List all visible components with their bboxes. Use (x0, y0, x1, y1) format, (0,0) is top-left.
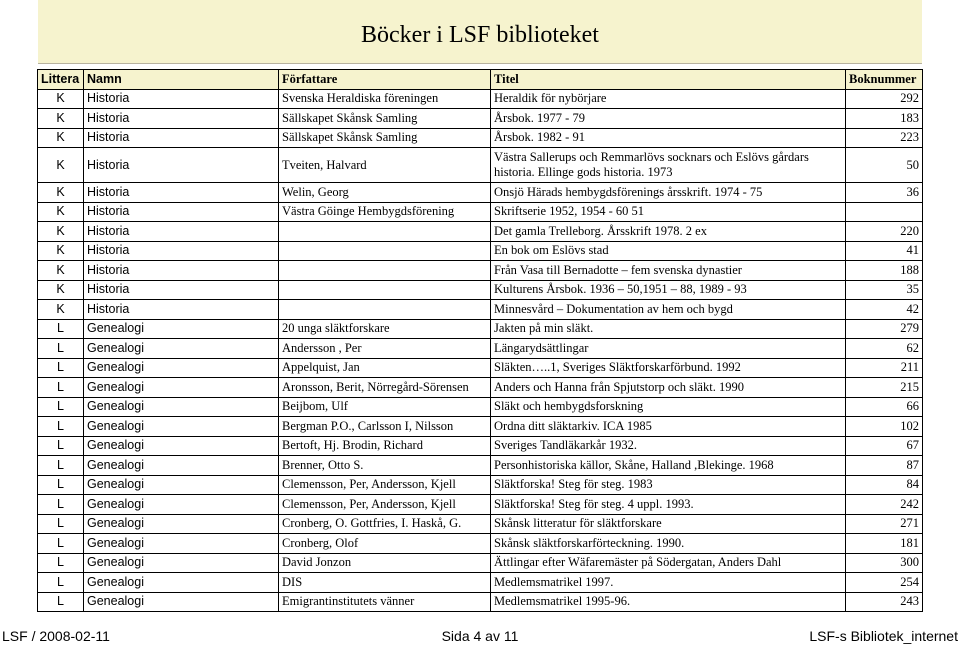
table-row (38, 148, 923, 183)
table-row (38, 241, 923, 261)
table-row (38, 397, 923, 417)
cell-boknummer: 66 (846, 397, 923, 417)
cell-titel: Heraldik för nybörjare (491, 89, 846, 109)
table-row (38, 261, 923, 281)
table-row (38, 202, 923, 222)
cell-titel: Kulturens Årsbok. 1936 – 50,1951 – 88, 1989 - 93 (491, 280, 846, 300)
cell-boknummer (846, 202, 923, 222)
cell-littera: L (38, 573, 84, 593)
footer-center: Sida 4 av 11 (441, 628, 519, 644)
cell-forfattare: Cronberg, O. Gottfries, I. Haskå, G. (279, 514, 491, 534)
table-row (38, 109, 923, 129)
cell-littera: L (38, 339, 84, 359)
table-row (38, 495, 923, 515)
cell-littera: K (38, 261, 84, 281)
cell-namn: Genealogi (84, 553, 279, 573)
cell-namn: Historia (84, 183, 279, 203)
table-row (38, 475, 923, 495)
cell-namn: Historia (84, 300, 279, 320)
cell-forfattare: Emigrantinstitutets vänner (279, 592, 491, 612)
cell-titel: Minnesvård – Dokumentation av hem och bygd (491, 300, 846, 320)
books-table (37, 69, 923, 612)
cell-namn: Genealogi (84, 339, 279, 359)
cell-namn: Historia (84, 280, 279, 300)
cell-namn: Historia (84, 148, 279, 183)
cell-forfattare: Svenska Heraldiska föreningen (279, 89, 491, 109)
cell-namn: Genealogi (84, 573, 279, 593)
cell-namn: Genealogi (84, 378, 279, 398)
cell-littera: L (38, 475, 84, 495)
cell-boknummer: 211 (846, 358, 923, 378)
cell-titel: Släktforska! Steg för steg. 1983 (491, 475, 846, 495)
page-title: Böcker i LSF biblioteket (361, 22, 599, 48)
cell-titel: Ättlingar efter Wäfaremäster på Södergatan, Anders Dahl (491, 553, 846, 573)
table-row (38, 417, 923, 437)
cell-littera: K (38, 89, 84, 109)
cell-boknummer: 223 (846, 128, 923, 148)
cell-namn: Genealogi (84, 475, 279, 495)
header-titel: Titel (491, 70, 846, 90)
cell-namn: Genealogi (84, 417, 279, 437)
cell-titel: Årsbok. 1982 - 91 (491, 128, 846, 148)
cell-forfattare: Brenner, Otto S. (279, 456, 491, 476)
table-row (38, 436, 923, 456)
cell-littera: L (38, 514, 84, 534)
table-row (38, 128, 923, 148)
cell-titel: Ordna ditt släktarkiv. ICA 1985 (491, 417, 846, 437)
cell-boknummer: 181 (846, 534, 923, 554)
cell-littera: K (38, 128, 84, 148)
table-row (38, 514, 923, 534)
cell-forfattare: Clemensson, Per, Andersson, Kjell (279, 475, 491, 495)
cell-littera: L (38, 553, 84, 573)
cell-forfattare: Clemensson, Per, Andersson, Kjell (279, 495, 491, 515)
cell-namn: Genealogi (84, 495, 279, 515)
title-banner (38, 0, 922, 64)
table-header-row (38, 70, 923, 90)
cell-littera: L (38, 534, 84, 554)
cell-littera: K (38, 241, 84, 261)
cell-boknummer: 84 (846, 475, 923, 495)
cell-namn: Genealogi (84, 456, 279, 476)
cell-titel: Det gamla Trelleborg. Årsskrift 1978. 2 ex (491, 222, 846, 242)
cell-titel: Personhistoriska källor, Skåne, Halland ,Blekinge. 1968 (491, 456, 846, 476)
cell-titel: Onsjö Härads hembygdsförenings årsskrift. 1974 - 75 (491, 183, 846, 203)
cell-boknummer: 271 (846, 514, 923, 534)
cell-boknummer: 292 (846, 89, 923, 109)
cell-forfattare (279, 261, 491, 281)
cell-forfattare: Bertoft, Hj. Brodin, Richard (279, 436, 491, 456)
cell-namn: Genealogi (84, 436, 279, 456)
cell-forfattare: Tveiten, Halvard (279, 148, 491, 183)
table-row (38, 300, 923, 320)
header-namn: Namn (84, 70, 279, 90)
cell-namn: Historia (84, 241, 279, 261)
cell-namn: Historia (84, 89, 279, 109)
cell-forfattare: Sällskapet Skånsk Samling (279, 109, 491, 129)
cell-forfattare (279, 241, 491, 261)
cell-boknummer: 62 (846, 339, 923, 359)
cell-boknummer: 279 (846, 319, 923, 339)
header-littera: Littera (38, 70, 84, 90)
table-row (38, 319, 923, 339)
cell-forfattare: Cronberg, Olof (279, 534, 491, 554)
cell-boknummer: 300 (846, 553, 923, 573)
footer-left: LSF / 2008-02-11 (2, 628, 110, 644)
cell-boknummer: 254 (846, 573, 923, 593)
cell-boknummer: 36 (846, 183, 923, 203)
table-row (38, 222, 923, 242)
cell-boknummer: 67 (846, 436, 923, 456)
cell-namn: Genealogi (84, 592, 279, 612)
cell-forfattare: Aronsson, Berit, Nörregård-Sörensen (279, 378, 491, 398)
table-row (38, 534, 923, 554)
cell-forfattare: 20 unga släktforskare (279, 319, 491, 339)
table-row (38, 280, 923, 300)
cell-namn: Genealogi (84, 514, 279, 534)
table-row (38, 553, 923, 573)
cell-boknummer: 242 (846, 495, 923, 515)
header-forfattare: Författare (279, 70, 491, 90)
cell-namn: Genealogi (84, 358, 279, 378)
cell-littera: L (38, 378, 84, 398)
cell-forfattare: David Jonzon (279, 553, 491, 573)
cell-littera: K (38, 300, 84, 320)
cell-littera: K (38, 109, 84, 129)
table-row (38, 89, 923, 109)
table-row (38, 378, 923, 398)
cell-titel: Medlemsmatrikel 1997. (491, 573, 846, 593)
cell-titel: Från Vasa till Bernadotte – fem svenska dynastier (491, 261, 846, 281)
cell-titel: Årsbok. 1977 - 79 (491, 109, 846, 129)
cell-titel: Längarydsättlingar (491, 339, 846, 359)
cell-boknummer: 220 (846, 222, 923, 242)
cell-littera: L (38, 397, 84, 417)
cell-boknummer: 41 (846, 241, 923, 261)
cell-forfattare: Welin, Georg (279, 183, 491, 203)
cell-titel: Släktforska! Steg för steg. 4 uppl. 1993. (491, 495, 846, 515)
cell-forfattare: Västra Göinge Hembygdsförening (279, 202, 491, 222)
cell-forfattare: Appelquist, Jan (279, 358, 491, 378)
cell-namn: Historia (84, 109, 279, 129)
cell-titel: Sveriges Tandläkarkår 1932. (491, 436, 846, 456)
table-row (38, 339, 923, 359)
cell-titel: Släkt och hembygdsforskning (491, 397, 846, 417)
cell-namn: Historia (84, 222, 279, 242)
cell-forfattare: DIS (279, 573, 491, 593)
cell-titel: En bok om Eslövs stad (491, 241, 846, 261)
cell-littera: K (38, 280, 84, 300)
cell-forfattare: Beijbom, Ulf (279, 397, 491, 417)
cell-boknummer: 87 (846, 456, 923, 476)
cell-boknummer: 35 (846, 280, 923, 300)
cell-forfattare (279, 280, 491, 300)
cell-littera: K (38, 148, 84, 183)
table-row (38, 456, 923, 476)
cell-boknummer: 102 (846, 417, 923, 437)
cell-littera: K (38, 222, 84, 242)
cell-forfattare: Sällskapet Skånsk Samling (279, 128, 491, 148)
cell-titel: Skånsk släktforskarförteckning. 1990. (491, 534, 846, 554)
cell-boknummer: 183 (846, 109, 923, 129)
table-row (38, 183, 923, 203)
cell-titel: Västra Sallerups och Remmarlövs socknars och Eslövs gårdars historia. Ellinge gods historia. 1973 (491, 148, 846, 183)
cell-littera: K (38, 183, 84, 203)
cell-titel: Jakten på min släkt. (491, 319, 846, 339)
cell-littera: L (38, 417, 84, 437)
cell-namn: Historia (84, 202, 279, 222)
cell-namn: Genealogi (84, 534, 279, 554)
cell-littera: L (38, 436, 84, 456)
cell-forfattare (279, 300, 491, 320)
cell-namn: Genealogi (84, 319, 279, 339)
cell-littera: L (38, 319, 84, 339)
cell-titel: Skånsk litteratur för släktforskare (491, 514, 846, 534)
cell-titel: Skriftserie 1952, 1954 - 60 51 (491, 202, 846, 222)
footer-right: LSF-s Bibliotek_internet (809, 628, 958, 644)
cell-titel: Släkten…..1, Sveriges Släktforskarförbund. 1992 (491, 358, 846, 378)
table-row (38, 573, 923, 593)
header-boknummer: Boknummer (846, 70, 923, 90)
cell-forfattare (279, 222, 491, 242)
cell-littera: L (38, 456, 84, 476)
cell-boknummer: 188 (846, 261, 923, 281)
table-body (38, 89, 923, 612)
cell-boknummer: 215 (846, 378, 923, 398)
cell-namn: Historia (84, 261, 279, 281)
cell-boknummer: 243 (846, 592, 923, 612)
cell-boknummer: 50 (846, 148, 923, 183)
cell-titel: Anders och Hanna från Spjutstorp och släkt. 1990 (491, 378, 846, 398)
table-row (38, 592, 923, 612)
table-row (38, 358, 923, 378)
cell-namn: Historia (84, 128, 279, 148)
cell-namn: Genealogi (84, 397, 279, 417)
cell-forfattare: Andersson , Per (279, 339, 491, 359)
cell-forfattare: Bergman P.O., Carlsson I, Nilsson (279, 417, 491, 437)
cell-littera: K (38, 202, 84, 222)
cell-littera: L (38, 495, 84, 515)
cell-littera: L (38, 592, 84, 612)
cell-boknummer: 42 (846, 300, 923, 320)
cell-titel: Medlemsmatrikel 1995-96. (491, 592, 846, 612)
cell-littera: L (38, 358, 84, 378)
